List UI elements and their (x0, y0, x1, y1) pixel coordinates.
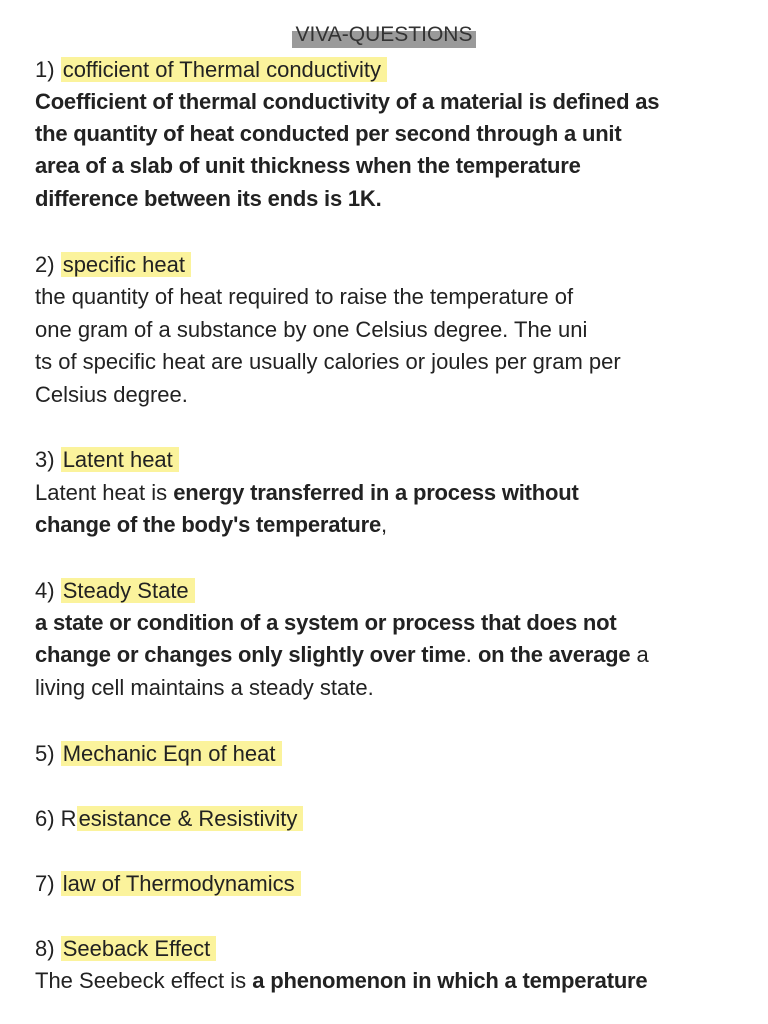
question-4-answer-line (35, 641, 649, 669)
question-3-heading: Latent heat (61, 447, 179, 472)
question-3-answer-bold: change of the body's temperature (35, 512, 382, 537)
question-1-number: 1) (35, 57, 61, 82)
question-4-answer-line: living cell maintains a steady state. (35, 675, 374, 700)
question-8-heading: Seeback Effect (61, 936, 217, 961)
question-3-answer-line (35, 479, 579, 507)
question-3-answer-text: Latent heat is (35, 480, 174, 505)
question-1-answer-line: difference between its ends is 1K. (35, 186, 382, 211)
question-3-number: 3) (35, 447, 61, 472)
question-4-answer-line: a state or condition of a system or process that does not (35, 610, 617, 635)
question-8-answer-line (35, 967, 647, 995)
question-2-answer-line: one gram of a substance by one Celsius degree. The uni (35, 317, 588, 342)
question-6-heading: esistance & Resistivity (77, 806, 304, 831)
question-8-answer-text: The Seebeck effect is (35, 968, 253, 993)
question-2-heading: specific heat (61, 252, 191, 277)
question-8-answer-bold: a phenomenon in which a temperature (252, 968, 648, 993)
question-1-answer-line: the quantity of heat conducted per second through a unit (35, 121, 622, 146)
question-2-answer-line: ts of specific heat are usually calories or joules per gram per (35, 349, 621, 374)
question-4-answer-bold: on the average (477, 642, 631, 667)
question-5-number: 5) (35, 741, 61, 766)
question-1-heading-line (35, 56, 387, 84)
question-4-number: 4) (35, 578, 61, 603)
page-title: VIVA-QUESTIONS (292, 22, 477, 48)
question-3-answer-bold: energy transferred in a process without (173, 480, 579, 505)
question-4-heading-line (35, 577, 195, 605)
question-5-heading: Mechanic Eqn of heat (61, 741, 282, 766)
question-1-answer-line: Coefficient of thermal conductivity of a material is defined as (35, 89, 660, 114)
question-8-heading-line (35, 935, 216, 963)
question-5-heading-line (35, 740, 282, 768)
question-4-heading: Steady State (61, 578, 195, 603)
question-3-heading-line (35, 446, 179, 474)
question-7-heading-line (35, 870, 301, 898)
question-2-number: 2) (35, 252, 61, 277)
question-6-heading-line (35, 805, 303, 833)
question-2-answer-line: Celsius degree. (35, 382, 188, 407)
question-2-answer-line: the quantity of heat required to raise the temperature of (35, 284, 574, 309)
question-7-number: 7) (35, 871, 61, 896)
question-4-answer-text: . (465, 642, 478, 667)
question-4-answer-text: a (630, 642, 649, 667)
question-7-heading: law of Thermodynamics (61, 871, 301, 896)
question-4-answer-bold: change or changes only slightly over time (35, 642, 466, 667)
question-3-answer-text: , (381, 512, 388, 537)
question-8-number: 8) (35, 936, 61, 961)
question-1-heading: cofficient of Thermal conductivity (61, 57, 387, 82)
question-6-number: 6) R (35, 806, 77, 831)
question-2-heading-line (35, 251, 191, 279)
question-1-answer-line: area of a slab of unit thickness when the temperature (35, 153, 581, 178)
title-row (0, 22, 768, 48)
question-3-answer-line (35, 511, 387, 539)
